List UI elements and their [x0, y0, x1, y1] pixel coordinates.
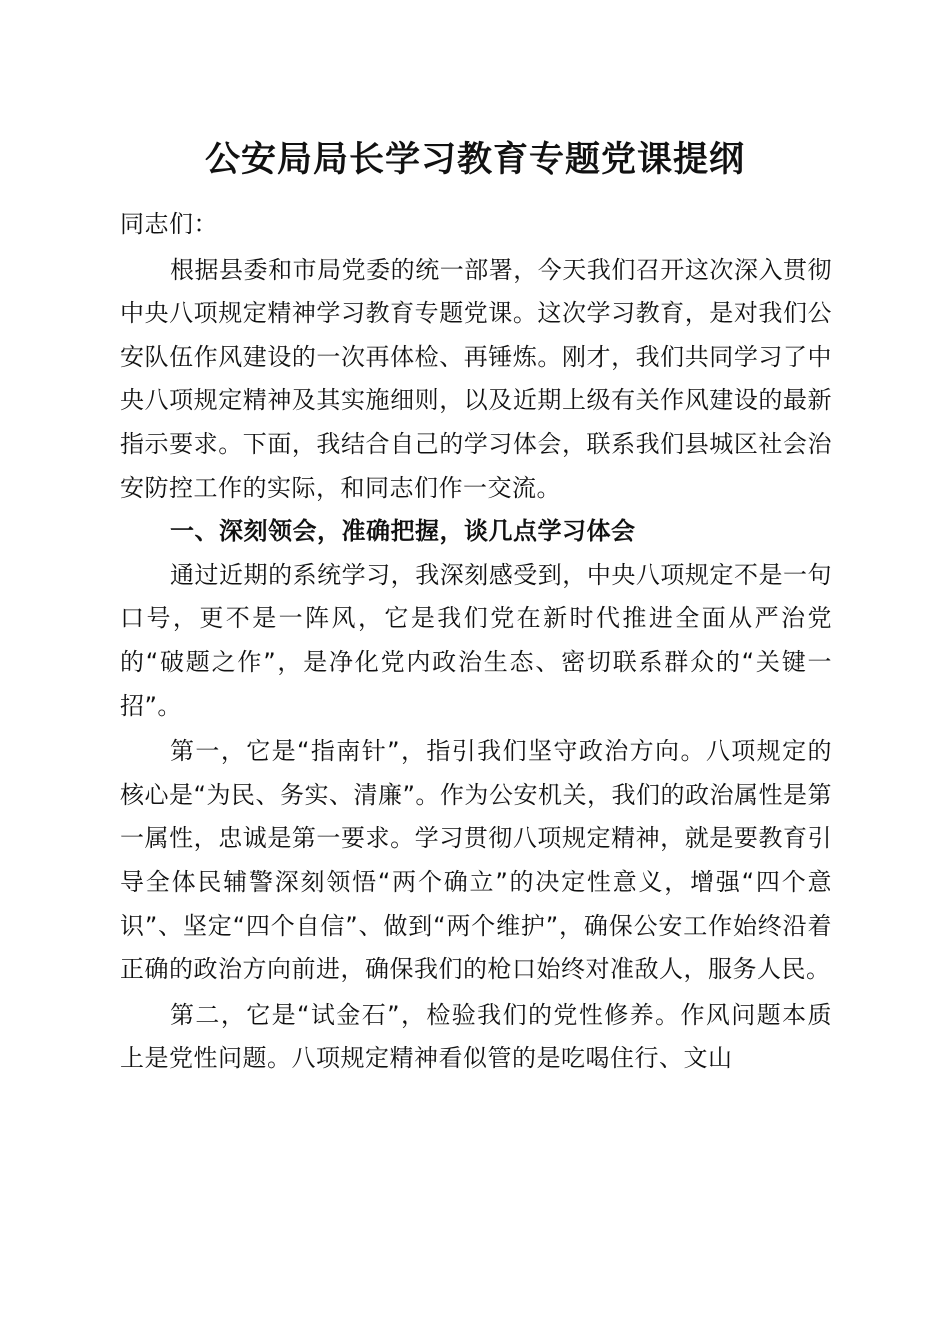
intro-paragraph: 根据县委和市局党委的统一部署，今天我们召开这次深入贯彻中央八项规定精神学习教育专题党课。这次学习教育，是对我们公安队伍作风建设的一次再体检、再锤炼。刚才，我们共同学习了中央八项规定精神及其实施细则，以及近期上级有关作风建设的最新指示要求。下面，我结合自己的学习体会，联系我们县城区社会治安防控工作的实际，和同志们作一交流。 [120, 255, 832, 502]
document-body [120, 203, 832, 1081]
document-title: 公安局局长学习教育专题党课提纲 [204, 139, 745, 180]
body-paragraph: 第一，它是“指南针”，指引我们坚守政治方向。八项规定的核心是“为民、务实、清廉”。作为公安机关，我们的政治属性是第一属性，忠诚是第一要求。学习贯彻八项规定精神，就是要教育引导全体民辅警深刻领悟“两个确立”的决定性意义，增强“四个意识”、坚定“四个自信”、做到“两个维护”，确保公安工作始终沿着正确的政治方向前进，确保我们的枪口始终对准敌人，服务人民。 [120, 737, 832, 984]
section-heading: 一、深刻领会，准确把握，谈几点学习体会 [170, 517, 636, 546]
body-paragraph: 第二，它是“试金石”，检验我们的党性修养。作风问题本质上是党性问题。八项规定精神看似管的是吃喝住行、文山 [120, 1000, 832, 1073]
salutation: 同志们： [120, 210, 218, 238]
body-paragraph: 通过近期的系统学习，我深刻感受到，中央八项规定不是一句口号，更不是一阵风，它是我们党在新时代推进全面从严治党的“破题之作”，是净化党内政治生态、密切联系群众的“关键一招”。 [120, 560, 832, 720]
